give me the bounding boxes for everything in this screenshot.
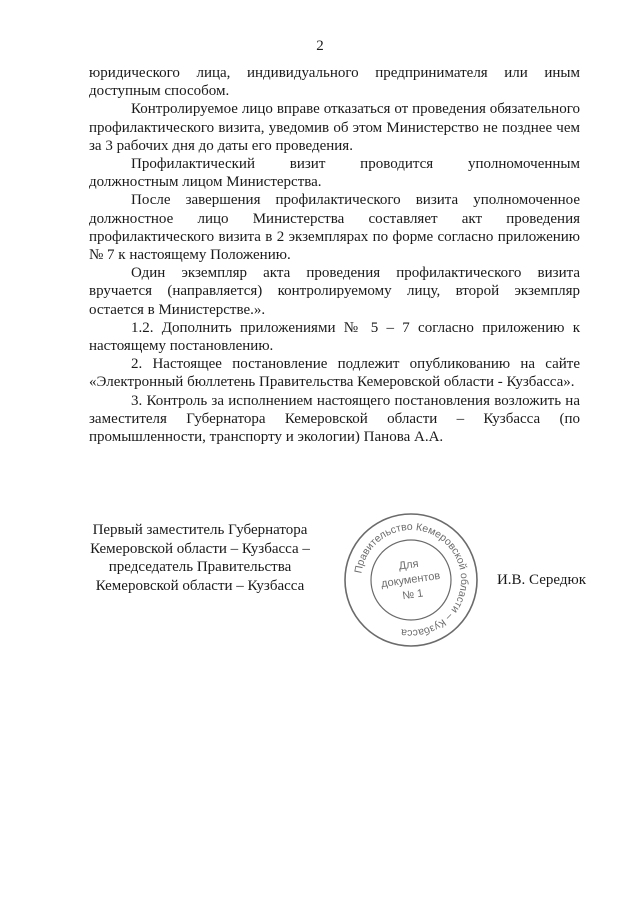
stamp-center-line: документов bbox=[380, 569, 442, 591]
signatory-name: И.В. Середюк bbox=[496, 572, 586, 588]
paragraph-continuation: юридического лица, индивидуального предпринимателя или иным доступным способом. bbox=[89, 65, 580, 100]
stamp-center-text bbox=[378, 555, 443, 605]
signatory-position-line: Кемеровской области – Кузбасса – bbox=[90, 540, 310, 557]
signatory-position-line: Первый заместитель Губернатора bbox=[92, 522, 308, 538]
signatory-position bbox=[70, 521, 330, 595]
page-number: 2 bbox=[316, 38, 324, 54]
stamp-center-line: № 1 bbox=[401, 587, 425, 603]
paragraph-act-copies: Один экземпляр акта проведения профилактического визита вручается (направляется) контролируемому лицу, второй экземпляр остается в Министерстве.». bbox=[89, 265, 580, 318]
official-stamp bbox=[341, 510, 481, 650]
paragraph-item-2: 2. Настоящее постановление подлежит опубликованию на сайте «Электронный бюллетень Правительства Кемеровской области - Кузбасса». bbox=[89, 356, 580, 391]
stamp-graphic bbox=[341, 510, 481, 650]
paragraph-item-3: 3. Контроль за исполнением настоящего постановления возложить на заместителя Губернатора Кемеровской области – Кузбасса (по промышленности, транспорту и экологии) Панова А.А. bbox=[89, 392, 580, 446]
paragraph-item-1-2: 1.2. Дополнить приложениями № 5 – 7 согласно приложению к настоящему постановлению. bbox=[89, 319, 580, 355]
stamp-ring-text: Правительство Кемеровской области – Кузбасса bbox=[352, 520, 471, 640]
stamp-center-line: Для bbox=[397, 557, 420, 573]
signatory-position-line: Кемеровской области – Кузбасса bbox=[95, 577, 305, 594]
paragraph-refusal-right: Контролируемое лицо вправе отказаться от проведения обязательного профилактического визита, уведомив об этом Министерство не позднее чем за 3 рабочих дня до даты его проведения. bbox=[89, 101, 580, 154]
paragraph-visit-act: После завершения профилактического визита уполномоченное должностное лицо Министерства составляет акт проведения профилактического визита в 2 экземплярах по форме согласно приложению № 7 к настоящему Положению. bbox=[89, 192, 580, 264]
paragraph-visit-performer: Профилактический визит проводится уполномоченным должностным лицом Министерства. bbox=[89, 156, 580, 191]
signatory-position-line: председатель Правительства bbox=[108, 559, 292, 575]
document-body bbox=[89, 64, 580, 446]
